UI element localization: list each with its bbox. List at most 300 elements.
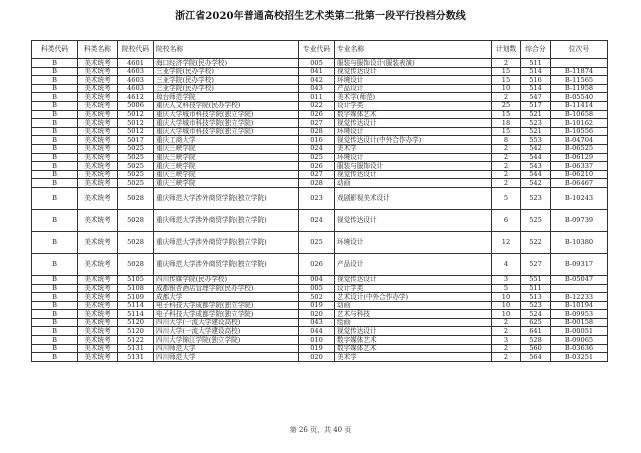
category-code-cell: B <box>32 119 78 128</box>
rank-cell: B-06467 <box>551 179 608 188</box>
category-code-cell: B <box>32 231 78 253</box>
rank-cell: B-06129 <box>551 153 608 162</box>
header-school-name: 院校名称 <box>154 41 299 59</box>
plan-count-cell: 2 <box>492 327 521 336</box>
plan-count-cell: 8 <box>492 136 521 145</box>
category-name-cell: 美术统考 <box>78 101 118 110</box>
rank-cell: B-05047 <box>551 275 608 284</box>
category-code-cell: B <box>32 318 78 327</box>
school-name-cell: 重庆三峡学院 <box>154 170 299 179</box>
total-score-cell: 560 <box>521 344 551 353</box>
major-code-cell: 005 <box>299 284 335 293</box>
major-name-cell: 数字媒体艺术 <box>335 344 492 353</box>
plan-count-cell: 2 <box>492 144 521 153</box>
category-name-cell: 美术统考 <box>78 301 118 310</box>
page-footer: 第 26 页，共 40 页 <box>289 426 352 434</box>
category-code-cell: B <box>32 153 78 162</box>
total-score-cell: 551 <box>521 275 551 284</box>
category-name-cell: 美术统考 <box>78 144 118 153</box>
school-name-cell: 成都银杏酒店管理学院(民办学校) <box>154 284 299 293</box>
major-code-cell: 043 <box>299 84 335 93</box>
total-score-cell: 523 <box>521 301 551 310</box>
table-row <box>32 179 608 188</box>
total-score-cell: 641 <box>521 327 551 336</box>
school-code-cell: 5012 <box>118 127 154 136</box>
school-name-cell: 四川师范大学 <box>154 344 299 353</box>
category-name-cell: 美术统考 <box>78 110 118 119</box>
major-name-cell: 服装与服饰设计(服装表演) <box>335 59 492 68</box>
table-row <box>32 67 608 76</box>
school-code-cell: 5012 <box>118 119 154 128</box>
school-name-cell: 重庆师范大学涉外商贸学院(独立学院) <box>154 253 299 275</box>
school-name-cell: 重庆人文科技学院(民办学校) <box>154 101 299 110</box>
total-score-cell: 544 <box>521 170 551 179</box>
category-name-cell: 美术统考 <box>78 170 118 179</box>
school-name-cell: 电子科技大学成都学院(独立学院) <box>154 310 299 319</box>
major-code-cell: 011 <box>299 93 335 102</box>
major-code-cell: 041 <box>299 67 335 76</box>
category-code-cell: B <box>32 170 78 179</box>
category-name-cell: 美术统考 <box>78 59 118 68</box>
category-name-cell: 美术统考 <box>78 84 118 93</box>
rank-cell: B-03251 <box>551 353 608 362</box>
category-name-cell: 美术统考 <box>78 153 118 162</box>
rank-cell: B-06210 <box>551 170 608 179</box>
rank-cell <box>551 284 608 293</box>
total-score-cell: 527 <box>521 253 551 275</box>
rank-cell: B-10194 <box>551 301 608 310</box>
table-row <box>32 84 608 93</box>
category-name-cell: 美术统考 <box>78 318 118 327</box>
school-code-cell: 5025 <box>118 153 154 162</box>
category-code-cell: B <box>32 136 78 145</box>
total-score-cell: 524 <box>521 310 551 319</box>
school-code-cell: 5120 <box>118 318 154 327</box>
header-major-name: 专业名称 <box>335 41 492 59</box>
major-name-cell: 环境设计 <box>335 127 492 136</box>
table-row <box>32 136 608 145</box>
table-row <box>32 231 608 253</box>
school-name-cell: 四川大学锦江学院(独立学院) <box>154 336 299 345</box>
major-code-cell: 026 <box>299 162 335 171</box>
table-row <box>32 144 608 153</box>
major-name-cell: 艺术设计(中外合作办学) <box>335 293 492 302</box>
school-name-cell: 四川传媒学院(民办学校) <box>154 275 299 284</box>
major-name-cell: 视觉传达设计 <box>335 275 492 284</box>
rank-cell <box>551 59 608 68</box>
category-code-cell: B <box>32 59 78 68</box>
school-code-cell: 4612 <box>118 93 154 102</box>
total-score-cell: 514 <box>521 67 551 76</box>
table-row <box>32 336 608 345</box>
school-name-cell: 重庆大学城市科技学院(独立学院) <box>154 127 299 136</box>
table-row <box>32 253 608 275</box>
table-header-row <box>32 41 608 59</box>
category-name-cell: 美术统考 <box>78 310 118 319</box>
header-rank: 位次号 <box>551 41 608 59</box>
school-code-cell: 5028 <box>118 253 154 275</box>
category-name-cell: 美术统考 <box>78 162 118 171</box>
major-code-cell: 005 <box>299 59 335 68</box>
school-code-cell: 5108 <box>118 284 154 293</box>
school-name-cell: 重庆师范大学涉外商贸学院(独立学院) <box>154 209 299 231</box>
school-name-cell: 三亚学院(民办学校) <box>154 76 299 85</box>
total-score-cell: 521 <box>521 127 551 136</box>
major-code-cell: 010 <box>299 336 335 345</box>
school-code-cell: 5025 <box>118 170 154 179</box>
rank-cell: B-03636 <box>551 344 608 353</box>
rank-cell: B-11874 <box>551 67 608 76</box>
school-code-cell: 4603 <box>118 84 154 93</box>
table-row <box>32 110 608 119</box>
plan-count-cell: 5 <box>492 284 521 293</box>
table-row <box>32 344 608 353</box>
school-name-cell: 四川师范大学 <box>154 353 299 362</box>
plan-count-cell: 15 <box>492 76 521 85</box>
category-code-cell: B <box>32 253 78 275</box>
school-code-cell: 5028 <box>118 231 154 253</box>
plan-count-cell: 15 <box>492 110 521 119</box>
school-code-cell: 5105 <box>118 275 154 284</box>
table-row <box>32 310 608 319</box>
major-name-cell: 视觉传达设计 <box>335 67 492 76</box>
total-score-cell: 514 <box>521 84 551 93</box>
rank-cell: B-12233 <box>551 293 608 302</box>
major-name-cell: 视觉传达设计 <box>335 327 492 336</box>
school-name-cell: 电子科技大学成都学院(独立学院) <box>154 301 299 310</box>
header-category-code: 科类代码 <box>32 41 78 59</box>
plan-count-cell: 18 <box>492 119 521 128</box>
school-name-cell: 重庆三峡学院 <box>154 179 299 188</box>
major-code-cell: 028 <box>299 179 335 188</box>
major-name-cell: 环境设计 <box>335 231 492 253</box>
plan-count-cell: 2 <box>492 179 521 188</box>
major-code-cell: 023 <box>299 187 335 209</box>
plan-count-cell: 6 <box>492 209 521 231</box>
major-code-cell: 016 <box>299 136 335 145</box>
rank-cell: B-06337 <box>551 162 608 171</box>
major-name-cell: 产品设计 <box>335 253 492 275</box>
major-name-cell: 美术学(师范) <box>335 93 492 102</box>
plan-count-cell: 2 <box>492 162 521 171</box>
school-code-cell: 5109 <box>118 293 154 302</box>
rank-cell: B-05540 <box>551 93 608 102</box>
school-name-cell: 重庆师范大学涉外商贸学院(独立学院) <box>154 187 299 209</box>
category-name-cell: 美术统考 <box>78 93 118 102</box>
total-score-cell: 511 <box>521 284 551 293</box>
category-name-cell: 美术统考 <box>78 76 118 85</box>
school-code-cell: 5025 <box>118 179 154 188</box>
major-name-cell: 设计学类 <box>335 284 492 293</box>
table-row <box>32 327 608 336</box>
school-name-cell: 重庆工商大学 <box>154 136 299 145</box>
rank-cell: B-04704 <box>551 136 608 145</box>
school-code-cell: 4603 <box>118 67 154 76</box>
table-row <box>32 59 608 68</box>
header-total-score: 综合分 <box>521 41 551 59</box>
major-code-cell: 019 <box>299 301 335 310</box>
plan-count-cell: 10 <box>492 293 521 302</box>
category-name-cell: 美术统考 <box>78 136 118 145</box>
major-code-cell: 024 <box>299 209 335 231</box>
total-score-cell: 544 <box>521 153 551 162</box>
total-score-cell: 625 <box>521 318 551 327</box>
table-row <box>32 76 608 85</box>
rank-cell: B-10658 <box>551 110 608 119</box>
major-name-cell: 环境设计 <box>335 153 492 162</box>
total-score-cell: 542 <box>521 144 551 153</box>
major-code-cell: 026 <box>299 110 335 119</box>
school-name-cell: 四川大学(一流大学建设高校) <box>154 327 299 336</box>
school-code-cell: 5120 <box>118 327 154 336</box>
category-code-cell: B <box>32 144 78 153</box>
total-score-cell: 521 <box>521 110 551 119</box>
header-major-code: 专业代码 <box>299 41 335 59</box>
total-score-cell: 542 <box>521 179 551 188</box>
table-row <box>32 353 608 362</box>
plan-count-cell: 2 <box>492 344 521 353</box>
rank-cell: B-10380 <box>551 231 608 253</box>
table-row <box>32 153 608 162</box>
rank-cell: B-09953 <box>551 310 608 319</box>
plan-count-cell: 2 <box>492 353 521 362</box>
plan-count-cell: 2 <box>492 93 521 102</box>
school-code-cell: 5131 <box>118 344 154 353</box>
table-row <box>32 293 608 302</box>
school-code-cell: 5017 <box>118 136 154 145</box>
rank-cell: B-10556 <box>551 127 608 136</box>
category-code-cell: B <box>32 301 78 310</box>
table-row <box>32 284 608 293</box>
plan-count-cell: 4 <box>492 253 521 275</box>
major-code-cell: 026 <box>299 253 335 275</box>
category-code-cell: B <box>32 127 78 136</box>
school-name-cell: 重庆大学城市科技学院(独立学院) <box>154 119 299 128</box>
major-name-cell: 数字媒体艺术 <box>335 336 492 345</box>
category-code-cell: B <box>32 336 78 345</box>
school-name-cell: 四川大学(一流大学建设高校) <box>154 318 299 327</box>
rank-cell: B-09739 <box>551 209 608 231</box>
table-row <box>32 170 608 179</box>
major-code-cell: 502 <box>299 293 335 302</box>
major-name-cell: 美术学 <box>335 144 492 153</box>
category-code-cell: B <box>32 187 78 209</box>
total-score-cell: 522 <box>521 231 551 253</box>
school-name-cell: 琼台师范学院 <box>154 93 299 102</box>
school-code-cell: 5012 <box>118 110 154 119</box>
school-name-cell: 重庆三峡学院 <box>154 153 299 162</box>
plan-count-cell: 10 <box>492 301 521 310</box>
school-code-cell: 5028 <box>118 209 154 231</box>
table-row <box>32 209 608 231</box>
category-code-cell: B <box>32 93 78 102</box>
major-code-cell: 022 <box>299 101 335 110</box>
plan-count-cell: 2 <box>492 59 521 68</box>
total-score-cell: 513 <box>521 293 551 302</box>
plan-count-cell: 15 <box>492 67 521 76</box>
table-row <box>32 275 608 284</box>
major-name-cell: 动画 <box>335 301 492 310</box>
major-code-cell: 028 <box>299 127 335 136</box>
document-title: 浙江省2020年普通高校招生艺术类第二批第一段平行投档分数线 <box>175 11 466 22</box>
major-code-cell: 044 <box>299 327 335 336</box>
school-code-cell: 5028 <box>118 187 154 209</box>
plan-count-cell: 10 <box>492 310 521 319</box>
school-code-cell: 5114 <box>118 301 154 310</box>
category-code-cell: B <box>32 353 78 362</box>
table-row <box>32 101 608 110</box>
plan-count-cell: 2 <box>492 153 521 162</box>
school-name-cell: 三亚学院(民办学校) <box>154 67 299 76</box>
plan-count-cell: 10 <box>492 84 521 93</box>
school-code-cell: 5025 <box>118 144 154 153</box>
total-score-cell: 525 <box>521 209 551 231</box>
total-score-cell: 553 <box>521 136 551 145</box>
category-code-cell: B <box>32 275 78 284</box>
major-code-cell: 004 <box>299 275 335 284</box>
category-name-cell: 美术统考 <box>78 353 118 362</box>
school-code-cell: 5114 <box>118 310 154 319</box>
table-row <box>32 162 608 171</box>
major-code-cell: 024 <box>299 144 335 153</box>
category-name-cell: 美术统考 <box>78 119 118 128</box>
major-name-cell: 绘画 <box>335 318 492 327</box>
table-row <box>32 318 608 327</box>
category-code-cell: B <box>32 162 78 171</box>
total-score-cell: 543 <box>521 162 551 171</box>
school-code-cell: 5025 <box>118 162 154 171</box>
major-name-cell: 艺术与科技 <box>335 310 492 319</box>
rank-cell: B-11958 <box>551 84 608 93</box>
header-category-name: 科类名称 <box>78 41 118 59</box>
category-name-cell: 美术统考 <box>78 293 118 302</box>
plan-count-cell: 3 <box>492 336 521 345</box>
major-name-cell: 美术学 <box>335 353 492 362</box>
category-name-cell: 美术统考 <box>78 179 118 188</box>
category-code-cell: B <box>32 76 78 85</box>
category-code-cell: B <box>32 284 78 293</box>
table-row <box>32 187 608 209</box>
category-code-cell: B <box>32 310 78 319</box>
plan-count-cell: 3 <box>492 275 521 284</box>
category-code-cell: B <box>32 67 78 76</box>
major-code-cell: 042 <box>299 76 335 85</box>
table-row <box>32 119 608 128</box>
plan-count-cell: 25 <box>492 101 521 110</box>
category-code-cell: B <box>32 344 78 353</box>
category-name-cell: 美术统考 <box>78 67 118 76</box>
admission-score-table <box>31 40 608 362</box>
total-score-cell: 547 <box>521 93 551 102</box>
table-row <box>32 127 608 136</box>
header-plan-count: 计划数 <box>492 41 521 59</box>
school-name-cell: 重庆三峡学院 <box>154 162 299 171</box>
table-row <box>32 301 608 310</box>
school-code-cell: 5006 <box>118 101 154 110</box>
major-name-cell: 环境设计 <box>335 76 492 85</box>
header-school-code: 院校代码 <box>118 41 154 59</box>
rank-cell: B-09317 <box>551 253 608 275</box>
school-name-cell: 海口经济学院(民办学校) <box>154 59 299 68</box>
school-name-cell: 成都大学 <box>154 293 299 302</box>
category-name-cell: 美术统考 <box>78 209 118 231</box>
rank-cell: B-06525 <box>551 144 608 153</box>
major-name-cell: 戏剧影视美术设计 <box>335 187 492 209</box>
school-code-cell: 5131 <box>118 353 154 362</box>
rank-cell: B-00158 <box>551 318 608 327</box>
table-row <box>32 93 608 102</box>
total-score-cell: 523 <box>521 119 551 128</box>
total-score-cell: 517 <box>521 101 551 110</box>
rank-cell: B-11414 <box>551 101 608 110</box>
major-code-cell: 027 <box>299 170 335 179</box>
major-name-cell: 服装与服饰设计 <box>335 162 492 171</box>
school-name-cell: 重庆大学城市科技学院(独立学院) <box>154 110 299 119</box>
major-name-cell: 视觉传达设计(中外合作办学) <box>335 136 492 145</box>
major-code-cell: 043 <box>299 318 335 327</box>
category-name-cell: 美术统考 <box>78 231 118 253</box>
total-score-cell: 528 <box>521 336 551 345</box>
category-name-cell: 美术统考 <box>78 253 118 275</box>
category-name-cell: 美术统考 <box>78 127 118 136</box>
major-code-cell: 020 <box>299 310 335 319</box>
total-score-cell: 511 <box>521 59 551 68</box>
school-name-cell: 重庆师范大学涉外商贸学院(独立学院) <box>154 231 299 253</box>
plan-count-cell: 2 <box>492 170 521 179</box>
rank-cell: B-09065 <box>551 336 608 345</box>
category-code-cell: B <box>32 84 78 93</box>
rank-cell: B-10243 <box>551 187 608 209</box>
major-code-cell: 025 <box>299 153 335 162</box>
category-code-cell: B <box>32 101 78 110</box>
total-score-cell: 564 <box>521 353 551 362</box>
plan-count-cell: 5 <box>492 187 521 209</box>
rank-cell: B-10162 <box>551 119 608 128</box>
category-code-cell: B <box>32 327 78 336</box>
category-code-cell: B <box>32 293 78 302</box>
table-body <box>32 59 608 362</box>
category-code-cell: B <box>32 179 78 188</box>
total-score-cell: 523 <box>521 187 551 209</box>
major-name-cell: 产品设计 <box>335 84 492 93</box>
major-name-cell: 视觉传达设计 <box>335 119 492 128</box>
plan-count-cell: 2 <box>492 318 521 327</box>
category-name-cell: 美术统考 <box>78 187 118 209</box>
category-name-cell: 美术统考 <box>78 344 118 353</box>
rank-cell: B-11565 <box>551 76 608 85</box>
school-name-cell: 三亚学院(民办学校) <box>154 84 299 93</box>
category-code-cell: B <box>32 110 78 119</box>
major-name-cell: 设计学类 <box>335 101 492 110</box>
major-code-cell: 025 <box>299 231 335 253</box>
major-code-cell: 027 <box>299 119 335 128</box>
category-code-cell: B <box>32 209 78 231</box>
major-code-cell: 020 <box>299 353 335 362</box>
major-code-cell: 019 <box>299 344 335 353</box>
school-code-cell: 5122 <box>118 336 154 345</box>
school-code-cell: 4601 <box>118 59 154 68</box>
major-name-cell: 视觉传达设计 <box>335 209 492 231</box>
category-name-cell: 美术统考 <box>78 327 118 336</box>
category-name-cell: 美术统考 <box>78 336 118 345</box>
category-name-cell: 美术统考 <box>78 275 118 284</box>
category-name-cell: 美术统考 <box>78 284 118 293</box>
rank-cell: B-00051 <box>551 327 608 336</box>
school-name-cell: 重庆三峡学院 <box>154 144 299 153</box>
total-score-cell: 516 <box>521 76 551 85</box>
major-name-cell: 视觉传达设计 <box>335 170 492 179</box>
plan-count-cell: 12 <box>492 231 521 253</box>
